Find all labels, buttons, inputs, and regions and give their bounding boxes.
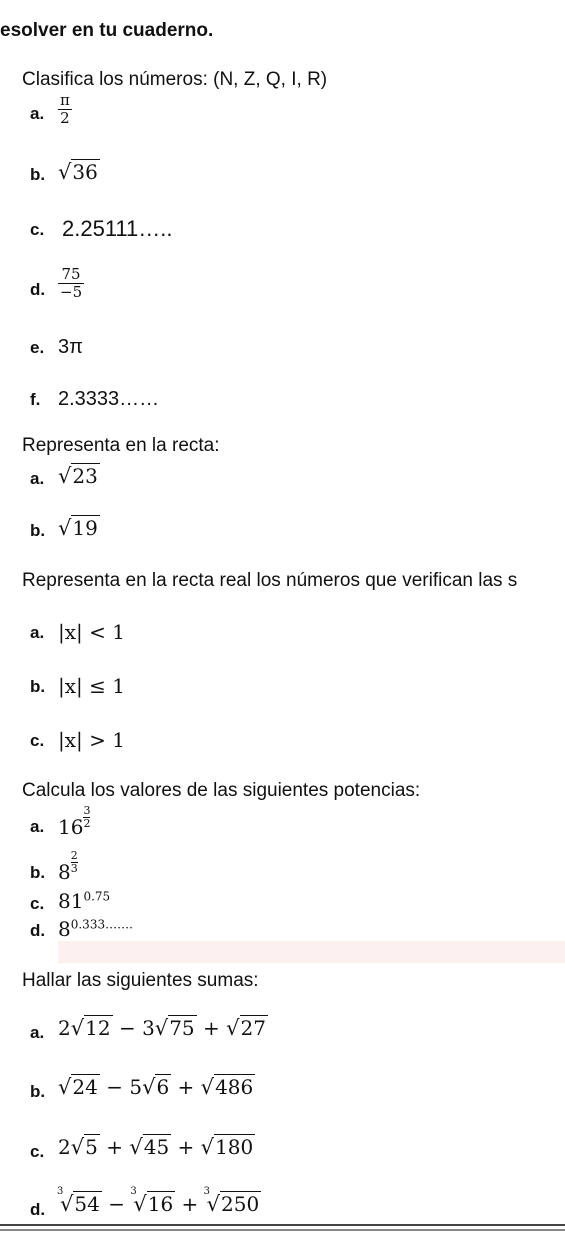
three-pi: 3π (58, 336, 83, 358)
page-title: esolver en tu cuaderno. (0, 20, 214, 41)
inequality: |x| ≤ 1 (58, 674, 125, 698)
fraction-75-over-minus5: $\frac{75}{-5}$ (60, 265, 83, 302)
fraction-pi-over-2: $\frac{\pi}{2}$ (60, 91, 70, 128)
decimal-number: 2.25111….. (62, 216, 173, 241)
item-label: d. (30, 280, 46, 299)
item-label: b. (30, 677, 46, 696)
item-label: b. (30, 521, 46, 540)
item-label: a. (30, 817, 45, 836)
item-label: c. (30, 1142, 45, 1161)
bottom-rule (0, 1224, 565, 1226)
highlight-band (58, 941, 565, 963)
radical-sum: 2√5 + √45 + √180 (58, 1135, 254, 1159)
section-heading-represent: Representa en la recta: (22, 435, 220, 456)
item-label: d. (30, 1200, 46, 1219)
item-label: d. (30, 921, 46, 940)
decimal-number: 2.3333…… (58, 388, 160, 410)
power-expression: $16\frac{3}{2}$ (58, 804, 91, 839)
item-label: c. (30, 894, 45, 913)
sqrt-expression: √36 (58, 160, 98, 184)
sqrt-expression: √19 (58, 516, 98, 540)
item-label: b. (30, 863, 46, 882)
section-heading-inequalities: Representa en la recta real los números que verifican las s (22, 570, 518, 591)
item-label: c. (30, 220, 45, 239)
power-expression: $8\frac{2}{3}$ (58, 849, 78, 884)
item-label: c. (30, 731, 45, 750)
item-label: a. (30, 623, 45, 642)
item-label: a. (30, 104, 45, 123)
item-label: e. (30, 338, 45, 357)
section-heading-powers: Calcula los valores de las siguientes potencias: (22, 780, 421, 801)
radical-sum: 2√12 − 3√75 + √27 (58, 1016, 266, 1040)
inequality: |x| < 1 (58, 620, 125, 644)
section-heading-sums: Hallar las siguientes sumas: (22, 970, 259, 991)
item-label: a. (30, 1023, 45, 1042)
item-label: b. (30, 1082, 46, 1101)
radical-sum: √24 − 5√6 + √486 (58, 1075, 254, 1099)
item-label: b. (30, 165, 46, 184)
bottom-rule (0, 1229, 565, 1231)
item-label: a. (30, 469, 45, 488)
item-label: f. (30, 390, 41, 409)
section-heading-classify: Clasifica los números: (N, Z, Q, I, R) (22, 69, 328, 90)
sqrt-expression: √23 (58, 464, 98, 488)
power-expression: $81^{0.75}$ (58, 889, 111, 913)
inequality: |x| > 1 (58, 728, 125, 752)
cube-root-sum: 3 √54 − 3 √16 + 3 √250 (57, 1186, 260, 1216)
power-expression: $8^{0.333\dots\dots.}$ (58, 917, 133, 941)
